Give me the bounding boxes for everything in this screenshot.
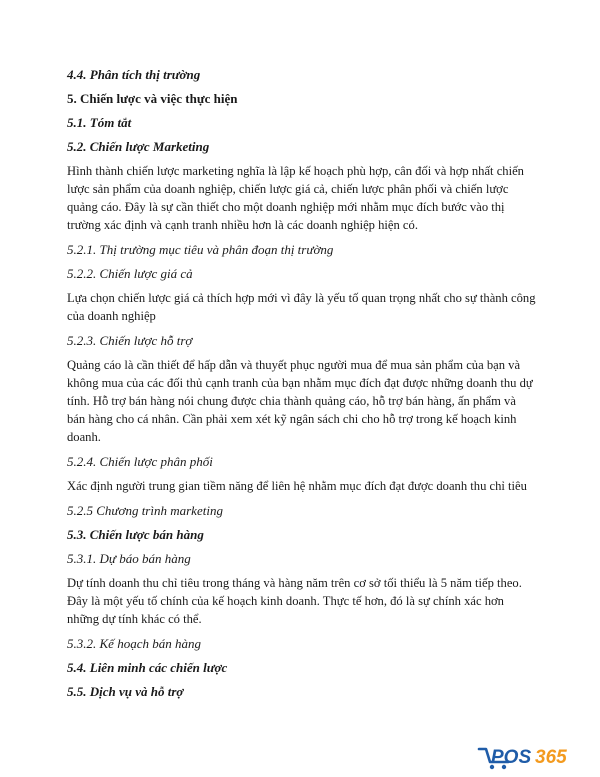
svg-text:365: 365 [535, 747, 567, 768]
heading-5-2-2: 5.2.2. Chiến lược giá cả [67, 266, 193, 281]
heading-5-5: 5.5. Dịch vụ và hỗ trợ [67, 684, 184, 699]
heading-5-2: 5.2. Chiến lược Marketing [67, 139, 210, 154]
heading-5-3: 5.3. Chiến lược bán hàng [67, 527, 204, 542]
heading-4-4: 4.4. Phân tích thị trường [67, 67, 201, 82]
heading-5-3-2: 5.3.2. Kế hoạch bán hàng [67, 636, 201, 651]
heading-5-4: 5.4. Liên minh các chiến lược [67, 660, 228, 675]
document-page [67, 66, 537, 707]
paragraph-5-2-4: Xác định người trung gian tiềm năng để liên hệ nhằm mục đích đạt được doanh thu chỉ tiêu [67, 479, 527, 493]
paragraph-5-2-3: Quảng cáo là cần thiết để hấp dẫn và thuyết phục người mua để mua sản phẩm của bạn và không mua của các đối thủ cạnh tranh của bạn nhằm mục đích đạt được những doanh thu dự tính. Hỗ trợ bán hàng nói chung được chia thành quảng cáo, hỗ trợ bán hàng, ấn phẩm và bán hàng cho cá nhân. Cần phải xem xét kỹ ngân sách chi cho hỗ trợ trong kế hoạch kinh doanh. [67, 358, 533, 444]
svg-text:POS: POS [491, 747, 532, 768]
pos365-logo [477, 743, 589, 771]
heading-5-2-3: 5.2.3. Chiến lược hỗ trợ [67, 333, 193, 348]
heading-5-3-1: 5.3.1. Dự báo bán hàng [67, 551, 191, 566]
heading-5-2-4: 5.2.4. Chiến lược phân phối [67, 454, 213, 469]
paragraph-5-2: Hình thành chiến lược marketing nghĩa là lập kế hoạch phù hợp, cân đối và hợp nhất chiến lược sản phẩm của doanh nghiệp, chiến lược giá cả, chiến lược phân phối và chiến lược quảng cáo. Đây là sự cần thiết cho một doanh nghiệp mới nhằm mục đích bước vào thị trường xác định và cạnh tranh nhiều hơn là các doanh nghiệp hiện có. [67, 164, 524, 232]
heading-5-2-1: 5.2.1. Thị trường mục tiêu và phân đoạn thị trường [67, 242, 334, 257]
paragraph-5-2-2: Lựa chọn chiến lược giá cả thích hợp mới vì đây là yếu tố quan trọng nhất cho sự thành công của doanh nghiệp [67, 291, 536, 323]
heading-5-1: 5.1. Tóm tắt [67, 115, 132, 130]
paragraph-5-3-1: Dự tính doanh thu chỉ tiêu trong tháng và hàng năm trên cơ sở tối thiểu là 5 năm tiếp theo. Đây là một yếu tố chính của kế hoạch kinh doanh. Thực tế hơn, đó là sự chính xác hơn những dự tính khác có thể. [67, 576, 522, 626]
heading-5-2-5: 5.2.5 Chương trình marketing [67, 503, 223, 518]
heading-5: 5. Chiến lược và việc thực hiện [67, 91, 238, 106]
